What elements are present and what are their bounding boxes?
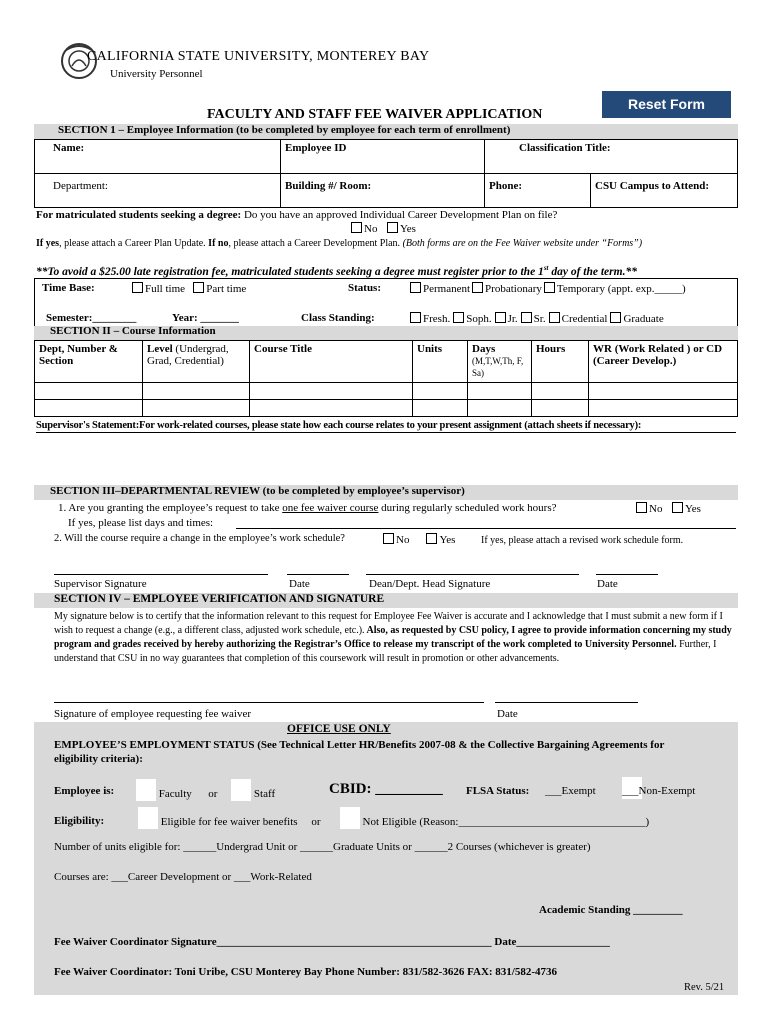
course-row[interactable] <box>35 400 738 417</box>
section4-heading: SECTION IV – EMPLOYEE VERIFICATION AND SIGNATURE <box>54 593 385 605</box>
sr-checkbox[interactable] <box>521 312 532 323</box>
career-plan-note: If yes, please attach a Career Plan Update. If no, please attach a Career Development Plan. (Both forms are on the Fee Waiver website under “Forms”) <box>36 238 643 249</box>
q2-options: No Yes <box>383 533 455 546</box>
courses-are-line[interactable]: Courses are: ___Career Development or ___Work-Related <box>54 871 312 883</box>
employee-signature-line[interactable] <box>54 702 484 703</box>
semester-field[interactable]: Semester:________ <box>46 312 137 324</box>
col-units-header: Units <box>413 341 468 383</box>
employee-is-label: Employee is: <box>54 785 115 797</box>
supervisor-date-line[interactable] <box>287 574 349 575</box>
career-plan-no-checkbox[interactable] <box>351 222 362 233</box>
dean-signature-line[interactable] <box>366 574 579 575</box>
eligible-box[interactable] <box>138 807 158 829</box>
phone-label: Phone: <box>489 180 522 192</box>
course-table <box>34 340 738 417</box>
late-fee-warning: **To avoid a $25.00 late registration fee, matriculated students seeking a degree must register prior to the 1st day of the term.** <box>36 264 637 278</box>
not-eligible-box[interactable] <box>340 807 360 829</box>
name-label: Name: <box>53 142 85 154</box>
section3-heading: SECTION III–DEPARTMENTAL REVIEW (to be completed by employee’s supervisor) <box>50 485 465 497</box>
class-standing-options: Fresh. Soph. Jr. Sr. Credential Graduate <box>410 312 664 325</box>
supervisor-signature-line[interactable] <box>54 574 268 575</box>
soph-checkbox[interactable] <box>453 312 464 323</box>
reset-form-button[interactable]: Reset Form <box>602 91 731 118</box>
col-dept-header: Dept, Number & Section <box>35 341 143 383</box>
employee-info-table <box>34 139 738 208</box>
non-exempt-option[interactable]: ___Non-Exempt <box>622 785 696 797</box>
q1-options: No Yes <box>636 502 701 515</box>
university-name: CALIFORNIA STATE UNIVERSITY, MONTEREY BAY <box>87 49 430 64</box>
q2-note: If yes, please attach a revised work schedule form. <box>481 535 684 546</box>
supervisor-signature-label: Supervisor Signature <box>54 578 147 590</box>
matriculated-question: For matriculated students seeking a degree: Do you have an approved Individual Career Development Plan on file? <box>36 209 558 221</box>
department-label: Department: <box>53 180 108 192</box>
section2-heading: SECTION II – Course Information <box>50 325 216 337</box>
class-standing-label: Class Standing: <box>301 312 375 324</box>
dean-signature-label: Dean/Dept. Head Signature <box>369 578 491 590</box>
career-plan-choice <box>351 222 416 235</box>
col-hours-header: Hours <box>532 341 589 383</box>
coordinator-info: Fee Waiver Coordinator: Toni Uribe, CSU Monterey Bay Phone Number: 831/582-3626 FAX: 831/582-4736 <box>54 966 558 978</box>
cbid-field[interactable]: CBID: _________ <box>329 781 443 797</box>
no-label: No <box>364 223 378 235</box>
q2-text: 2. Will the course require a change in the employee’s work schedule? <box>54 533 345 544</box>
supervisor-date-label: Date <box>289 578 310 590</box>
career-plan-yes-checkbox[interactable] <box>387 222 398 233</box>
employee-signature-label: Signature of employee requesting fee waiver <box>54 708 252 720</box>
units-eligible-line[interactable]: Number of units eligible for: ______Undergrad Unit or ______Graduate Units or ______2 Courses (whichever is greater) <box>54 841 591 853</box>
fresh-checkbox[interactable] <box>410 312 421 323</box>
temporary-checkbox[interactable] <box>544 282 555 293</box>
part-time-checkbox[interactable] <box>193 282 204 293</box>
col-days-header: Days (M,T,W,Th, F, Sa) <box>468 341 532 383</box>
supervisor-statement-underline <box>36 432 736 433</box>
section1-heading: SECTION 1 – Employee Information (to be completed by employee for each term of enrollment) <box>58 124 511 136</box>
jr-checkbox[interactable] <box>495 312 506 323</box>
permanent-checkbox[interactable] <box>410 282 421 293</box>
graduate-checkbox[interactable] <box>610 312 621 323</box>
q1-no-checkbox[interactable] <box>636 502 647 513</box>
col-level-header: Level (Undergrad, Grad, Credential) <box>143 341 250 383</box>
q1-days-times-line[interactable] <box>236 528 736 529</box>
q1-yes-checkbox[interactable] <box>672 502 683 513</box>
status-label: Status: <box>348 282 382 294</box>
probationary-checkbox[interactable] <box>472 282 483 293</box>
full-time-checkbox[interactable] <box>132 282 143 293</box>
yes-label: Yes <box>399 223 416 235</box>
form-title: FACULTY AND STAFF FEE WAIVER APPLICATION <box>207 107 543 122</box>
employee-id-label: Employee ID <box>285 142 347 154</box>
department-name: University Personnel <box>110 68 203 80</box>
year-field[interactable]: Year: _______ <box>172 312 239 324</box>
time-base-label: Time Base: <box>42 282 95 294</box>
q1-text: 1. Are you granting the employee’s request to take one fee waiver course during regularly scheduled work hours? <box>58 502 557 514</box>
col-wr-header: WR (Work Related ) or CD (Career Develop.) <box>589 341 738 383</box>
time-base-options: Full time Part time <box>132 282 246 295</box>
office-use-heading: OFFICE USE ONLY <box>287 723 391 735</box>
q1-followup: If yes, please list days and times: <box>68 517 214 529</box>
eligibility-options: Eligible for fee waiver benefits or Not Eligible (Reason:__________________________________) <box>138 807 649 829</box>
revision-label: Rev. 5/21 <box>684 982 725 993</box>
q2-no-checkbox[interactable] <box>383 533 394 544</box>
campus-label: CSU Campus to Attend: <box>595 180 709 192</box>
credential-checkbox[interactable] <box>549 312 560 323</box>
dean-date-line[interactable] <box>596 574 658 575</box>
exempt-option[interactable]: ___Exempt <box>545 785 596 797</box>
faculty-box[interactable] <box>136 779 156 801</box>
supervisor-statement-label: Supervisor's Statement:For work-related courses, please state how each course relates to your present assignment (attach sheets if necessary): <box>36 420 642 431</box>
classification-title-label: Classification Title: <box>519 142 611 154</box>
employee-date-label: Date <box>497 708 518 720</box>
eligibility-label: Eligibility: <box>54 815 105 827</box>
employee-type-options: Faculty or Staff <box>136 779 275 801</box>
employee-date-line[interactable] <box>495 702 638 703</box>
coordinator-signature-line[interactable]: Fee Waiver Coordinator Signature__________________________________________________ Date_________________ <box>54 936 610 948</box>
q2-yes-checkbox[interactable] <box>426 533 437 544</box>
col-title-header: Course Title <box>250 341 413 383</box>
staff-box[interactable] <box>231 779 251 801</box>
flsa-label: FLSA Status: <box>466 785 530 797</box>
certification-paragraph: My signature below is to certify that the information relevant to this request for Employee Fee Waiver is accurate and I acknowledge that I must submit a new form if I wish to request a change (e.g., a different class, adjusted work schedule, etc.). Also, as requested by CSU policy, I agree to provide information concerning my study program and grades received by hereby authorizing the Registrar’s Office to release my transcript of the work completed to University Personnel. Further, I understand that CSU in no way guarantees that completion of this coursework will result in promotion or other advancements. <box>54 611 732 664</box>
dean-date-label: Date <box>597 578 618 590</box>
course-row[interactable] <box>35 383 738 400</box>
academic-standing-field[interactable]: Academic Standing _________ <box>539 904 683 916</box>
building-room-label: Building #/ Room: <box>285 180 372 192</box>
status-options: Permanent Probationary Temporary (appt. exp._____) <box>410 282 686 295</box>
employment-status-heading: EMPLOYEE’S EMPLOYMENT STATUS (See Technical Letter HR/Benefits 2007-08 & the Collective Bargaining Agreements for eligibility criteria): <box>54 739 665 765</box>
